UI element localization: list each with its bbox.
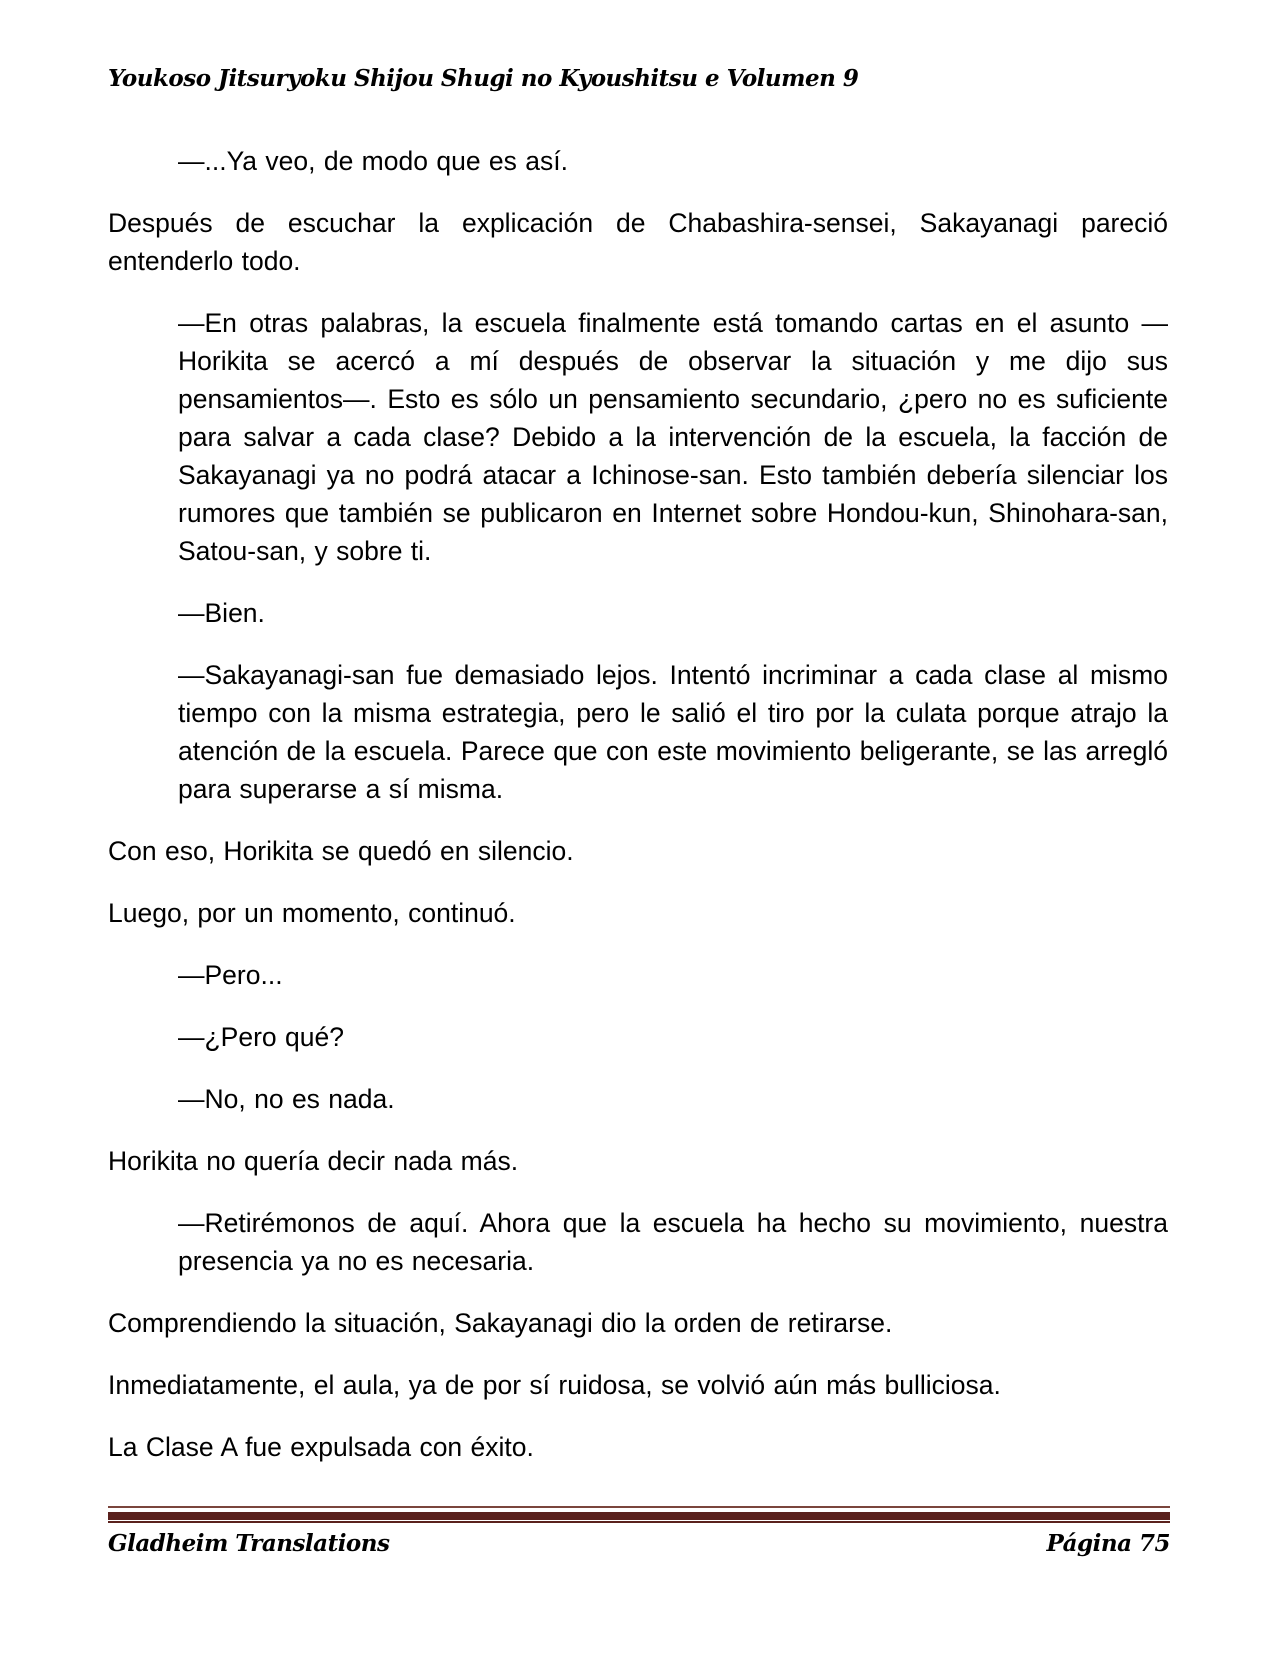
page-footer (108, 1506, 1170, 1557)
paragraph: —En otras palabras, la escuela finalmente está tomando cartas en el asunto —Horikita se acercó a mí después de observar la situación y me dijo sus pensamientos—. Esto es sólo un pensamiento secundario, ¿pero no es suficiente para salvar a cada clase? Debido a la intervención de la escuela, la facción de Sakayanagi ya no podrá atacar a Ichinose-san. Esto también debería silenciar los rumores que también se publicaron en Internet sobre Hondou-kun, Shinohara-san, Satou-san, y sobre ti. (178, 308, 1168, 566)
paragraph: Comprendiendo la situación, Sakayanagi dio la orden de retirarse. (108, 1308, 893, 1338)
footer-divider-thick-line (108, 1512, 1170, 1520)
paragraph: —No, no es nada. (178, 1084, 395, 1114)
footer-divider (108, 1506, 1170, 1523)
paragraph: —Bien. (178, 598, 265, 628)
footer-divider-thin-line (108, 1506, 1170, 1508)
body-text (108, 142, 1168, 1466)
paragraph: Luego, por un momento, continuó. (108, 898, 516, 928)
footer-translator-credit: Gladheim Translations (108, 1530, 390, 1557)
paragraph: —Sakayanagi-san fue demasiado lejos. Intentó incriminar a cada clase al mismo tiempo con la misma estrategia, pero le salió el tiro por la culata porque atrajo la atención de la escuela. Parece que con este movimiento beligerante, se las arregló para superarse a sí misma. (178, 660, 1168, 804)
paragraph: —Retirémonos de aquí. Ahora que la escuela ha hecho su movimiento, nuestra presencia ya no es necesaria. (178, 1208, 1168, 1276)
paragraph: La Clase A fue expulsada con éxito. (108, 1432, 534, 1462)
paragraph: —...Ya veo, de modo que es así. (178, 146, 568, 176)
paragraph: Después de escuchar la explicación de Chabashira-sensei, Sakayanagi pareció entenderlo todo. (108, 208, 1168, 276)
paragraph: Con eso, Horikita se quedó en silencio. (108, 836, 574, 866)
paragraph: —¿Pero qué? (178, 1022, 344, 1052)
paragraph: Horikita no quería decir nada más. (108, 1146, 519, 1176)
footer-page-number: Página 75 (1046, 1530, 1170, 1557)
footer-divider-bottom-line (108, 1521, 1170, 1523)
page-header-title: Youkoso Jitsuryoku Shijou Shugi no Kyoushitsu e Volumen 9 (108, 65, 859, 92)
paragraph: Inmediatamente, el aula, ya de por sí ruidosa, se volvió aún más bulliciosa. (108, 1370, 1001, 1400)
paragraph: —Pero... (178, 960, 283, 990)
